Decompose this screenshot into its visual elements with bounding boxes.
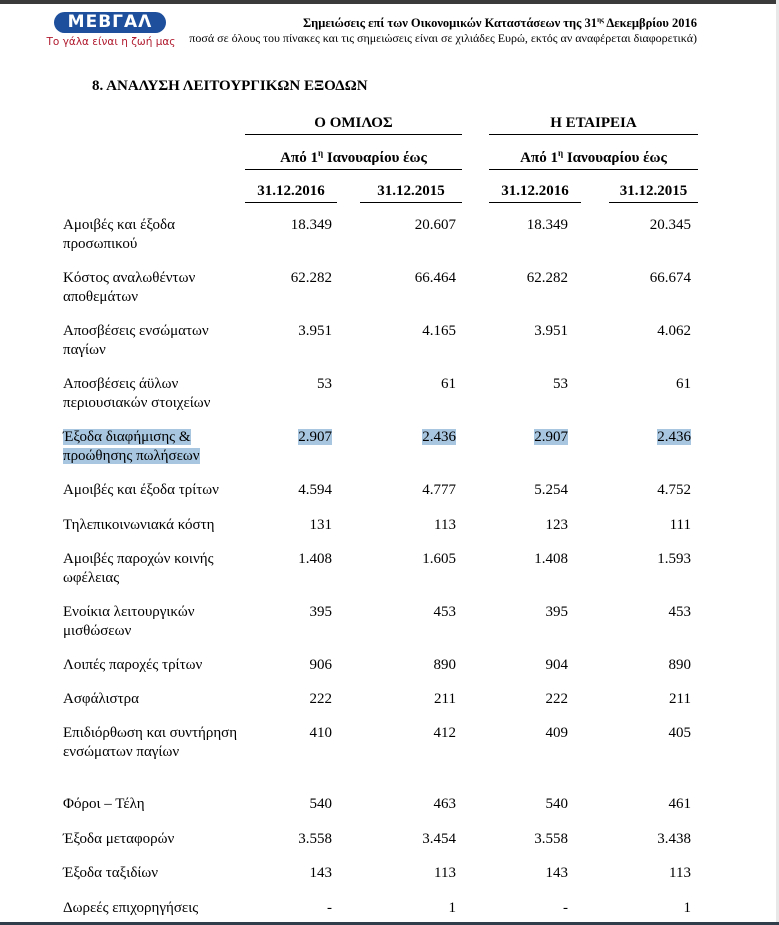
company-logo — [46, 12, 176, 50]
row-value — [611, 516, 691, 535]
row-value-text[interactable]: 113 — [434, 517, 456, 533]
row-label-text[interactable]: Δωρεές επιχορηγήσεις — [63, 900, 199, 916]
period-post: Ιανουαρίου έως — [563, 150, 667, 166]
row-label-text[interactable]: Αμοιβές παροχών κοινής ωφέλειας — [63, 551, 214, 586]
header-title-post: Δεκεμβρίου 2016 — [604, 16, 697, 31]
column-header: 31.12.2015 — [609, 183, 698, 203]
column-header: 31.12.2015 — [360, 183, 462, 203]
row-value — [611, 690, 691, 709]
row-label — [63, 795, 243, 814]
row-label — [63, 603, 243, 641]
row-value — [488, 481, 568, 500]
row-value — [376, 375, 456, 394]
row-value — [611, 864, 691, 883]
row-value — [376, 864, 456, 883]
row-value — [488, 830, 568, 849]
row-label — [63, 216, 243, 254]
group-header-company — [489, 115, 698, 135]
row-value — [252, 603, 332, 622]
row-value — [488, 656, 568, 675]
row-label — [63, 428, 243, 466]
row-value-text[interactable]: 61 — [441, 376, 456, 392]
row-value — [611, 269, 691, 288]
row-value-text[interactable]: 412 — [433, 725, 456, 741]
row-value-text[interactable]: 3.951 — [298, 323, 332, 339]
row-label-text[interactable]: Αποσβέσεις άϋλων περιουσιακών στοιχείων — [63, 376, 211, 411]
row-value-text[interactable]: 3.951 — [534, 323, 568, 339]
period-post: Ιανουαρίου έως — [323, 150, 427, 166]
row-label-text[interactable]: Αμοιβές και έξοδα τρίτων — [63, 482, 219, 498]
row-value-text[interactable]: 18.349 — [290, 217, 332, 233]
row-value — [611, 550, 691, 569]
row-value — [488, 269, 568, 288]
window-top-border — [0, 0, 779, 4]
row-value-text[interactable]: 143 — [309, 865, 332, 881]
row-value-text[interactable]: 143 — [545, 865, 568, 881]
row-label — [63, 899, 243, 918]
row-value — [252, 864, 332, 883]
row-value-text[interactable]: 453 — [668, 604, 691, 620]
row-value-text[interactable]: 1.593 — [657, 551, 691, 567]
row-value — [376, 899, 456, 918]
row-value-text[interactable]: 61 — [676, 376, 691, 392]
row-value — [252, 550, 332, 569]
period-sup: η — [557, 148, 564, 158]
row-value — [611, 899, 691, 918]
row-value — [488, 375, 568, 394]
row-value-text[interactable]: 20.345 — [649, 217, 691, 233]
row-value-text[interactable]: 2.436 — [657, 429, 691, 445]
group-label: Η ΕΤΑΙΡΕΙΑ — [550, 115, 637, 131]
group-header-group — [245, 115, 462, 135]
row-label — [63, 656, 243, 675]
row-label-text[interactable]: Ενοίκια λειτουργικών μισθώσεων — [63, 604, 195, 639]
row-value-text[interactable]: 123 — [545, 517, 568, 533]
row-value-text[interactable]: 66.464 — [414, 270, 456, 286]
row-value — [611, 830, 691, 849]
row-value-text[interactable]: 890 — [668, 657, 691, 673]
row-label-text[interactable]: Κόστος αναλωθέντων αποθεμάτων — [63, 270, 196, 305]
row-label — [63, 690, 243, 709]
row-value — [252, 899, 332, 918]
row-value-text[interactable]: 3.558 — [298, 831, 332, 847]
period-pre: Από 1 — [280, 150, 318, 166]
period-pre: Από 1 — [520, 150, 558, 166]
row-value-text[interactable]: 66.674 — [649, 270, 691, 286]
row-label-text[interactable]: Λοιπές παροχές τρίτων — [63, 657, 203, 673]
row-value — [376, 428, 456, 447]
row-value-text[interactable]: 131 — [309, 517, 332, 533]
row-value-text[interactable]: 409 — [545, 725, 568, 741]
row-value-text[interactable]: - — [327, 900, 332, 916]
row-value-text[interactable]: 461 — [668, 796, 691, 812]
row-value — [376, 830, 456, 849]
row-value — [252, 428, 332, 447]
row-value-text[interactable]: 1 — [448, 900, 456, 916]
row-value — [488, 899, 568, 918]
row-value — [376, 795, 456, 814]
row-value — [488, 550, 568, 569]
row-value — [376, 690, 456, 709]
header-title-sup: ης — [597, 16, 604, 24]
row-value — [252, 322, 332, 341]
row-label-text[interactable]: Ασφάλιστρα — [63, 691, 140, 707]
row-label-text[interactable]: Τηλεπικοινωνιακά κόστη — [63, 517, 215, 533]
row-value-text[interactable]: 2.907 — [298, 429, 332, 445]
section-title: 8. ΑΝΑΛΥΣΗ ΛΕΙΤΟΥΡΓΙΚΩΝ ΕΞΟΔΩΝ — [92, 78, 368, 94]
row-label — [63, 481, 243, 500]
row-label — [63, 375, 243, 413]
row-value — [611, 216, 691, 235]
row-label — [63, 322, 243, 360]
row-label-text[interactable]: Αμοιβές και έξοδα προσωπικού — [63, 217, 175, 252]
row-value — [376, 322, 456, 341]
logo-brand: ΜΕΒΓΑΛ — [54, 12, 166, 33]
row-value — [252, 795, 332, 814]
row-value-text[interactable]: 4.777 — [422, 482, 456, 498]
row-value — [376, 603, 456, 622]
row-value-text[interactable]: 405 — [668, 725, 691, 741]
row-value — [376, 724, 456, 743]
row-value-text[interactable]: 62.282 — [526, 270, 568, 286]
row-value-text[interactable]: 20.607 — [414, 217, 456, 233]
row-value — [252, 375, 332, 394]
row-value-text[interactable]: 62.282 — [290, 270, 332, 286]
row-value-text[interactable]: 211 — [669, 691, 691, 707]
row-value — [488, 322, 568, 341]
row-value-text[interactable]: 2.436 — [422, 429, 456, 445]
row-value-text[interactable]: - — [563, 900, 568, 916]
row-label-text[interactable]: Αποσβέσεις ενσώματων παγίων — [63, 323, 209, 358]
row-value-text[interactable]: 211 — [434, 691, 456, 707]
row-value — [376, 216, 456, 235]
row-value-text[interactable]: 904 — [545, 657, 568, 673]
row-value — [252, 690, 332, 709]
row-value — [488, 795, 568, 814]
header-title-pre: Σημειώσεις επί των Οικονομικών Καταστάσεων της 31 — [303, 16, 598, 31]
row-value-text[interactable]: 222 — [309, 691, 332, 707]
row-value-text[interactable]: 3.438 — [657, 831, 691, 847]
row-value-text[interactable]: 3.558 — [534, 831, 568, 847]
row-value — [252, 724, 332, 743]
row-label-text[interactable]: Έξοδα διαφήμισης & προώθησης πωλήσεων — [63, 429, 200, 464]
row-label — [63, 269, 243, 307]
row-label-text[interactable]: Φόροι – Τέλη — [63, 796, 145, 812]
row-value-text[interactable]: 4.594 — [298, 482, 332, 498]
period-sup: η — [317, 148, 324, 158]
row-label-text[interactable]: Επιδιόρθωση και συντήρηση ενσώματων παγίων — [63, 725, 238, 760]
row-value — [252, 216, 332, 235]
row-value — [376, 516, 456, 535]
logo-tagline: Το γάλα είναι η ζωή μας — [46, 36, 176, 48]
row-value — [252, 830, 332, 849]
row-value-text[interactable]: 1.408 — [298, 551, 332, 567]
row-label-text[interactable]: Έξοδα ταξιδίων — [63, 865, 159, 881]
group-label: Ο ΟΜΙΛΟΣ — [314, 115, 393, 131]
row-value-text[interactable]: 3.454 — [422, 831, 456, 847]
row-value-text[interactable]: 395 — [545, 604, 568, 620]
row-value-text[interactable]: 2.907 — [534, 429, 568, 445]
row-value — [611, 656, 691, 675]
row-value — [611, 428, 691, 447]
row-value — [252, 481, 332, 500]
row-value — [611, 322, 691, 341]
row-value — [488, 864, 568, 883]
row-value-text[interactable]: 53 — [553, 376, 568, 392]
period-header-group — [245, 148, 462, 170]
row-value-text[interactable]: 18.349 — [526, 217, 568, 233]
row-value-text[interactable]: 540 — [545, 796, 568, 812]
row-value-text[interactable]: 4.752 — [657, 482, 691, 498]
row-value-text[interactable]: 113 — [669, 865, 691, 881]
row-value-text[interactable]: 395 — [309, 604, 332, 620]
row-value-text[interactable]: 5.254 — [534, 482, 568, 498]
row-value-text[interactable]: 890 — [433, 657, 456, 673]
page-header-title — [300, 16, 697, 31]
row-value-text[interactable]: 906 — [309, 657, 332, 673]
row-value — [252, 516, 332, 535]
row-value — [252, 656, 332, 675]
row-label — [63, 864, 243, 883]
column-header: 31.12.2016 — [489, 183, 581, 203]
row-value — [376, 656, 456, 675]
row-value-text[interactable]: 4.062 — [657, 323, 691, 339]
page-header-subtitle: ποσά σε όλους του πίνακες και τις σημειώσεις είναι σε χιλιάδες Ευρώ, εκτός αν αναφέρεται διαφορετικά) — [189, 31, 697, 45]
row-value-text[interactable]: 1.605 — [422, 551, 456, 567]
row-value-text[interactable]: 410 — [309, 725, 332, 741]
row-value — [611, 603, 691, 622]
row-value — [611, 724, 691, 743]
row-value-text[interactable]: 540 — [309, 796, 332, 812]
row-value-text[interactable]: 222 — [545, 691, 568, 707]
column-header: 31.12.2016 — [245, 183, 337, 203]
row-label — [63, 724, 243, 762]
row-value — [611, 795, 691, 814]
row-value — [611, 481, 691, 500]
row-value — [376, 550, 456, 569]
row-value — [488, 516, 568, 535]
period-header-company — [489, 148, 698, 170]
row-value-text[interactable]: 463 — [433, 796, 456, 812]
row-value — [488, 724, 568, 743]
row-label-text[interactable]: Έξοδα μεταφορών — [63, 831, 175, 847]
row-value-text[interactable]: 453 — [433, 604, 456, 620]
row-value — [611, 375, 691, 394]
row-value — [488, 690, 568, 709]
row-value-text[interactable]: 113 — [434, 865, 456, 881]
row-label — [63, 516, 243, 535]
row-value-text[interactable]: 1.408 — [534, 551, 568, 567]
row-value — [252, 269, 332, 288]
row-value-text[interactable]: 4.165 — [422, 323, 456, 339]
row-value — [488, 603, 568, 622]
row-value — [488, 428, 568, 447]
row-value-text[interactable]: 53 — [317, 376, 332, 392]
row-value — [376, 481, 456, 500]
row-value — [488, 216, 568, 235]
row-label — [63, 550, 243, 588]
row-label — [63, 830, 243, 849]
row-value — [376, 269, 456, 288]
row-value-text[interactable]: 111 — [669, 517, 691, 533]
row-value-text[interactable]: 1 — [683, 900, 691, 916]
